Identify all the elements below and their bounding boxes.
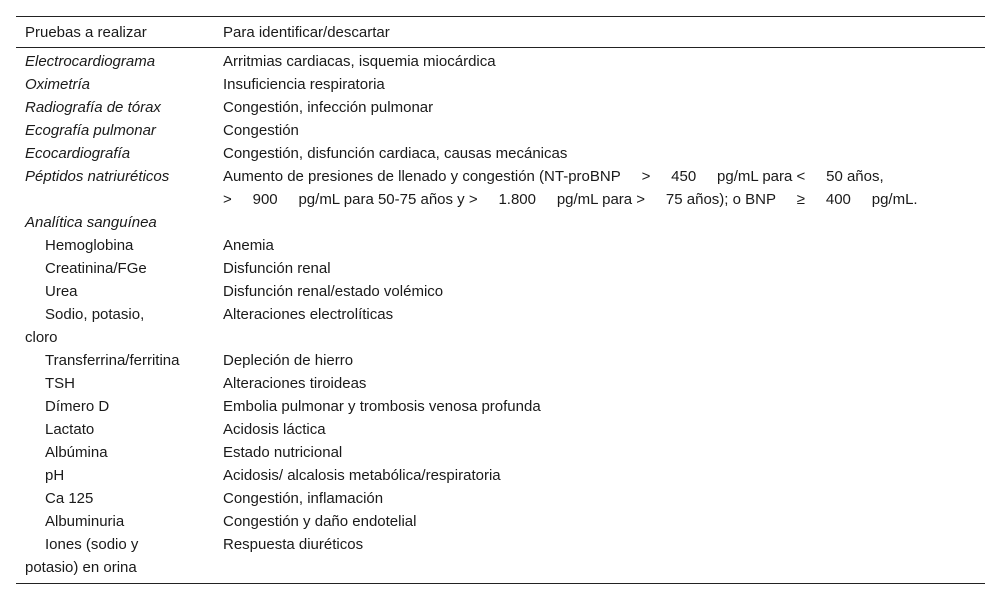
test-name: Lactato — [45, 421, 95, 438]
test-name: Albuminuria — [45, 513, 125, 530]
test-name-line: Sodio, potasio, — [45, 306, 145, 323]
table-row — [16, 257, 985, 280]
test-purpose — [223, 211, 985, 234]
test-purpose: Embolia pulmonar y trombosis venosa profunda — [223, 398, 541, 415]
test-purpose: Arritmias cardiacas, isquemia miocárdica — [223, 53, 496, 70]
table-row — [16, 280, 985, 303]
test-name: Ca 125 — [45, 490, 94, 507]
table-row — [16, 50, 985, 73]
test-purpose: Alteraciones tiroideas — [223, 375, 367, 392]
test-purpose: Disfunción renal — [223, 260, 331, 277]
test-name: Albúmina — [45, 444, 108, 461]
test-purpose: Acidosis láctica — [223, 421, 326, 438]
header-tests: Pruebas a realizar — [25, 23, 147, 41]
table-row — [16, 533, 985, 579]
test-purpose: Congestión y daño endotelial — [223, 513, 417, 530]
test-purpose: Congestión, disfunción cardiaca, causas mecánicas — [223, 145, 568, 162]
test-name: Péptidos natriuréticos — [25, 168, 170, 185]
test-name: TSH — [45, 375, 75, 392]
table-row — [16, 96, 985, 119]
test-purpose: Insuficiencia respiratoria — [223, 76, 385, 93]
test-purpose: Congestión, inflamación — [223, 490, 384, 507]
header-purpose: Para identificar/descartar — [223, 23, 390, 41]
table-row — [16, 349, 985, 372]
test-purpose: Depleción de hierro — [223, 352, 354, 369]
test-name: Hemoglobina — [45, 237, 134, 254]
table-row — [16, 372, 985, 395]
table-row — [16, 142, 985, 165]
test-name — [16, 303, 223, 349]
test-purpose-line: Aumento de presiones de llenado y congestión (NT-proBNP > 450 pg/mL para < 50 años, — [223, 168, 884, 185]
test-purpose: Congestión — [223, 122, 299, 139]
test-purpose: Estado nutricional — [223, 444, 343, 461]
test-purpose: Alteraciones electrolíticas — [223, 306, 394, 323]
test-name-line: cloro — [25, 329, 58, 346]
test-purpose — [223, 165, 985, 211]
table-row — [16, 234, 985, 257]
test-purpose: Congestión, infección pulmonar — [223, 99, 434, 116]
test-name: Creatinina/FGe — [45, 260, 147, 277]
test-name: Transferrina/ferritina — [45, 352, 180, 369]
test-name-line: potasio) en orina — [25, 559, 137, 576]
test-name: Radiografía de tórax — [25, 99, 161, 116]
test-name-line: Iones (sodio y — [45, 536, 139, 553]
table-header — [16, 17, 985, 48]
table-row — [16, 441, 985, 464]
test-name — [16, 533, 223, 579]
test-purpose-line: > 900 pg/mL para 50-75 años y > 1.800 pg/mL para > 75 años); o BNP ≥ 400 pg/mL. — [223, 191, 918, 208]
table-row — [16, 418, 985, 441]
tests-table — [16, 16, 985, 584]
table-row — [16, 487, 985, 510]
table-body — [16, 48, 985, 583]
test-name: Ecografía pulmonar — [25, 122, 156, 139]
table-row — [16, 119, 985, 142]
table-row — [16, 464, 985, 487]
test-name: pH — [45, 467, 65, 484]
test-name: Urea — [45, 283, 78, 300]
test-purpose: Respuesta diuréticos — [223, 536, 364, 553]
table-row — [16, 510, 985, 533]
test-purpose: Disfunción renal/estado volémico — [223, 283, 444, 300]
test-name: Electrocardiograma — [25, 53, 156, 70]
table-row — [16, 73, 985, 96]
test-name: Ecocardiografía — [25, 145, 131, 162]
table-row — [16, 303, 985, 349]
test-group-name: Analítica sanguínea — [25, 214, 157, 231]
test-purpose: Acidosis/ alcalosis metabólica/respiratoria — [223, 467, 501, 484]
table-row — [16, 165, 985, 211]
test-name: Oximetría — [25, 76, 91, 93]
table-row — [16, 395, 985, 418]
test-purpose: Anemia — [223, 237, 274, 254]
test-name: Dímero D — [45, 398, 110, 415]
table-row — [16, 211, 985, 234]
